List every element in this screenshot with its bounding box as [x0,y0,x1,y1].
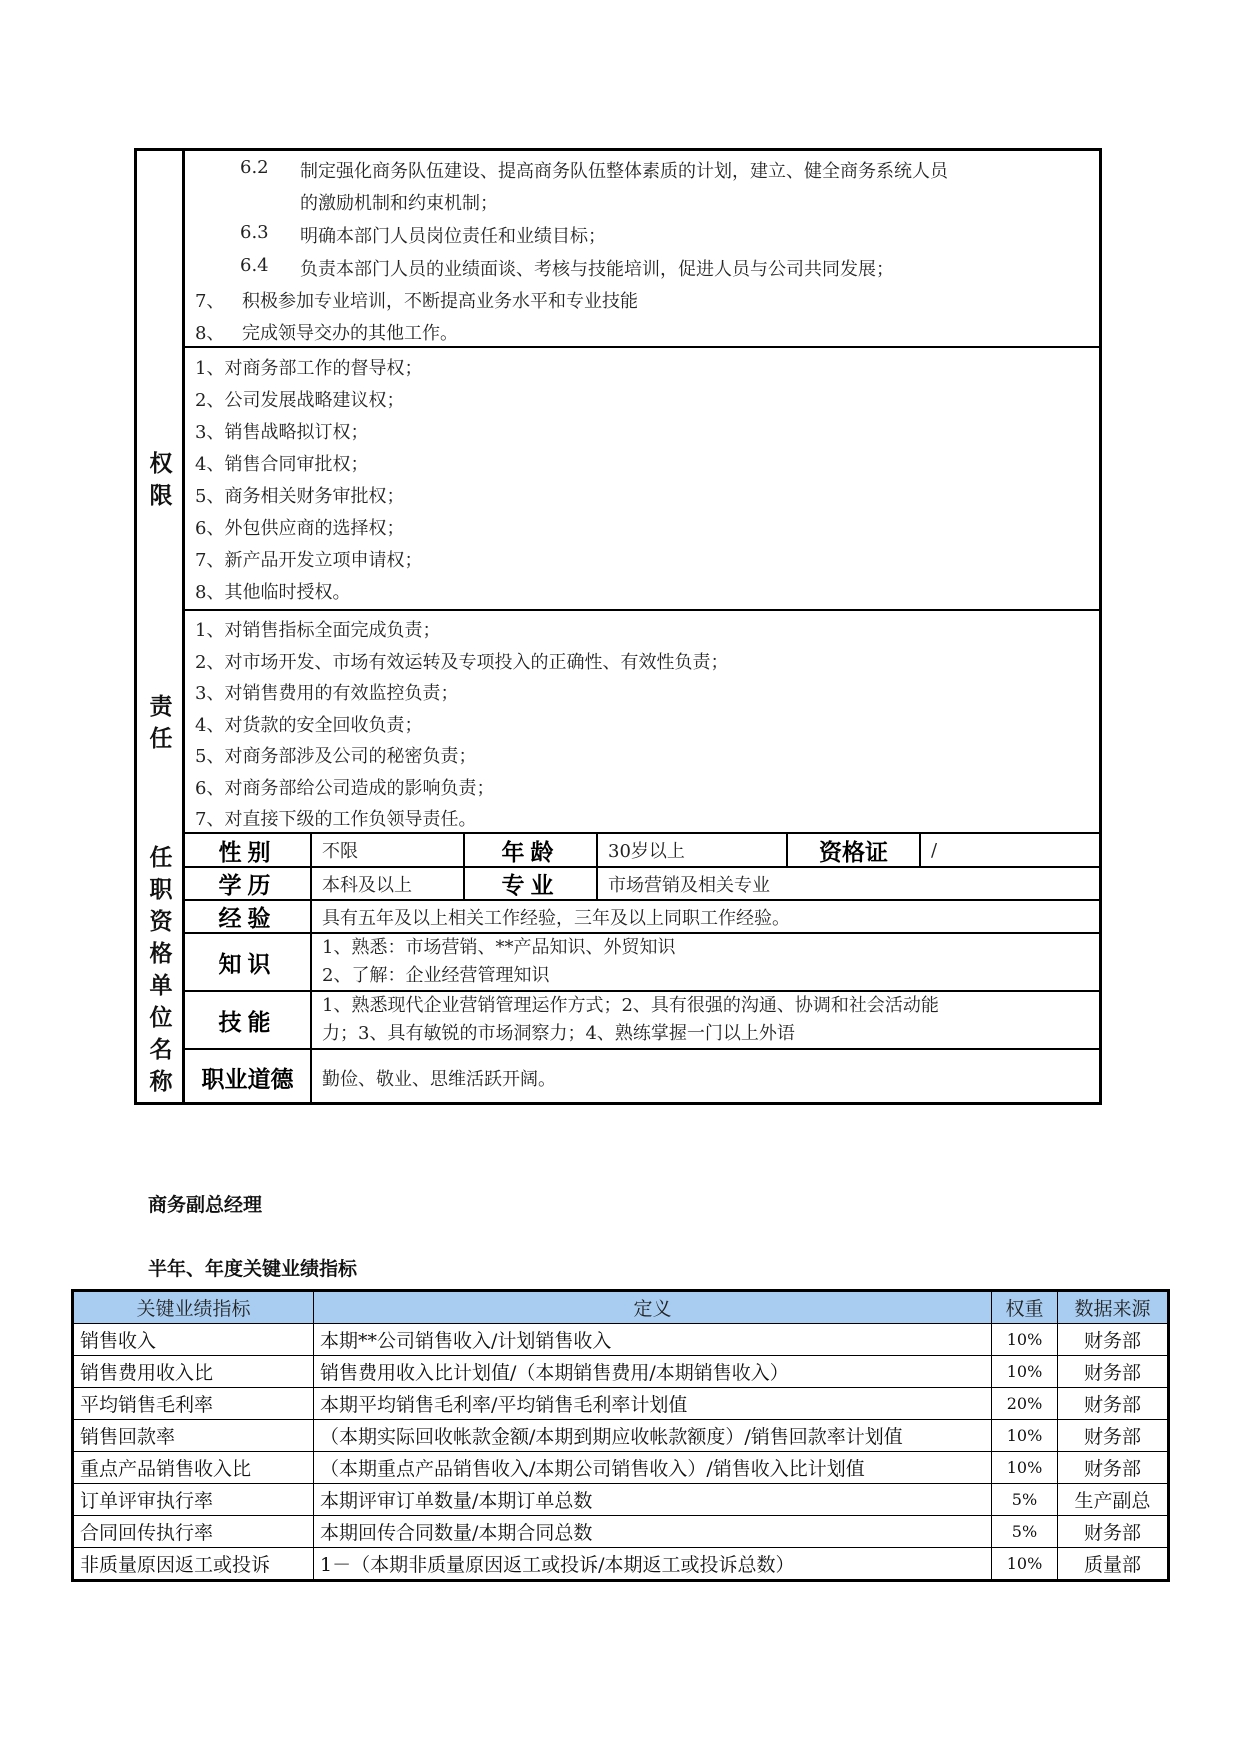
kpi-source: 质量部 [1058,1548,1168,1580]
age-label: 年龄 [465,834,598,866]
duty-text: 完成领导交办的其他工作。 [242,323,458,344]
ethics-value: 勤俭、敬业、思维活跃开阔。 [322,1068,556,1090]
kpi-source: 财务部 [1058,1420,1168,1452]
kpi-weight: 10% [992,1324,1058,1356]
kpi-definition: （本期实际回收帐款金额/本期到期应收帐款额度）/销售回款率计划值 [314,1420,992,1452]
kpi-source: 财务部 [1058,1452,1168,1484]
kpi-indicator: 销售费用收入比 [74,1356,314,1388]
kpi-weight: 5% [992,1484,1058,1516]
kpi-indicator: 重点产品销售收入比 [74,1452,314,1484]
education-label: 学历 [185,868,312,899]
qualification-row-knowledge [185,934,1099,992]
side-label-char: 任 [149,845,173,871]
kpi-definition: 本期回传合同数量/本期合同总数 [314,1516,992,1548]
kpi-header: 权重 [992,1292,1058,1324]
side-label-char: 职 [149,877,173,903]
authority-item: 8、其他临时授权。 [195,582,351,603]
kpi-row [74,1452,1168,1484]
responsibility-item: 2、对市场开发、市场有效运转及专项投入的正确性、有效性负责； [195,652,729,673]
kpi-header: 定义 [314,1292,992,1324]
duty-num: 6.3 [240,222,269,243]
kpi-definition: 销售费用收入比计划值/（本期销售费用/本期销售收入） [314,1356,992,1388]
skill-line: 1、熟悉现代企业营销管理运作方式；2、具有很强的沟通、协调和社会活动能 [322,995,939,1016]
kpi-heading: 半年、年度关键业绩指标 [148,1258,358,1280]
responsibility-label-char: 任 [149,726,173,752]
responsibility-label [137,691,185,755]
responsibility-item: 7、对直接下级的工作负领导责任。 [195,809,477,830]
qualification-row-ethics [185,1050,1099,1105]
kpi-header-row [74,1292,1168,1324]
kpi-row [74,1388,1168,1420]
age-value: 30岁以上 [598,834,788,866]
kpi-row [74,1420,1168,1452]
authority-label-char: 限 [149,483,173,509]
duty-text: 制定强化商务队伍建设、提高商务队伍整体素质的计划，建立、健全商务系统人员 [300,161,948,182]
kpi-indicator: 合同回传执行率 [74,1516,314,1548]
knowledge-label: 知识 [185,934,312,990]
knowledge-line: 2、了解：企业经营管理知识 [322,965,550,986]
kpi-row [74,1516,1168,1548]
knowledge-line: 1、熟悉：市场营销、**产品知识、外贸知识 [322,937,676,958]
authority-section [149,348,1099,611]
responsibility-item: 6、对商务部给公司造成的影响负责； [195,778,495,799]
kpi-source: 财务部 [1058,1388,1168,1420]
duty-text: 负责本部门人员的业绩面谈、考核与技能培训，促进人员与公司共同发展； [300,259,894,280]
side-label-char: 资 [149,909,173,935]
side-label-char: 格 [149,941,173,967]
kpi-header: 数据来源 [1058,1292,1168,1324]
skill-label: 技能 [185,992,312,1048]
kpi-source: 生产副总 [1058,1484,1168,1516]
side-label-char: 单 [149,973,173,999]
kpi-weight: 10% [992,1452,1058,1484]
duty-num: 6.2 [240,157,269,178]
kpi-weight: 10% [992,1356,1058,1388]
kpi-weight: 20% [992,1388,1058,1420]
job-description-table [134,148,1102,1105]
skill-line: 力；3、具有敏锐的市场洞察力；4、熟练掌握一门以上外语 [322,1023,795,1044]
skill-value [312,992,1102,1048]
duty-num: 6.4 [240,255,269,276]
kpi-table [73,1291,1168,1580]
kpi-source: 财务部 [1058,1356,1168,1388]
duty-text: 积极参加专业培训，不断提高业务水平和专业技能 [242,291,638,312]
authority-label [137,448,185,512]
experience-value: 具有五年及以上相关工作经验，三年及以上同职工作经验。 [322,907,790,929]
qualification-row-gender [185,834,1099,868]
duty-num: 8、 [195,323,225,344]
kpi-source: 财务部 [1058,1516,1168,1548]
authority-item: 2、公司发展战略建议权； [195,390,405,411]
education-value: 本科及以上 [312,868,465,899]
responsibility-section [149,611,1099,834]
kpi-source: 财务部 [1058,1324,1168,1356]
qualification-side-label [137,842,185,1098]
kpi-row [74,1484,1168,1516]
ethics-label: 职业道德 [185,1050,312,1105]
kpi-weight: 10% [992,1420,1058,1452]
duty-num: 7、 [195,291,225,312]
responsibility-item: 1、对销售指标全面完成负责； [195,620,441,641]
duty-text: 明确本部门人员岗位责任和业绩目标； [300,226,606,247]
side-label-char: 称 [149,1069,173,1095]
responsibility-item: 5、对商务部涉及公司的秘密负责； [195,746,477,767]
kpi-header: 关键业绩指标 [74,1292,314,1324]
authority-item: 3、销售战略拟订权； [195,422,369,443]
knowledge-value [312,934,1102,990]
qualification-row-education [185,868,1099,901]
gender-value: 不限 [312,834,465,866]
authority-item: 7、新产品开发立项申请权； [195,550,423,571]
major-label: 专业 [465,868,598,899]
kpi-indicator: 平均销售毛利率 [74,1388,314,1420]
certificate-value: / [931,839,938,861]
responsibility-item: 3、对销售费用的有效监控负责； [195,683,459,704]
qualification-row-skill [185,992,1099,1050]
authority-item: 1、对商务部工作的督导权； [195,358,423,379]
authority-item: 5、商务相关财务审批权； [195,486,405,507]
duties-section [185,151,1099,348]
qualification-section [149,834,1099,1102]
kpi-definition: 本期评审订单数量/本期订单总数 [314,1484,992,1516]
gender-label: 性别 [185,834,312,866]
kpi-definition: 本期平均销售毛利率/平均销售毛利率计划值 [314,1388,992,1420]
major-value: 市场营销及相关专业 [608,874,770,896]
kpi-row [74,1324,1168,1356]
kpi-body [74,1324,1168,1580]
side-label-char: 位 [149,1005,173,1031]
kpi-indicator: 销售回款率 [74,1420,314,1452]
authority-item: 4、销售合同审批权； [195,454,369,475]
certificate-label: 资格证 [788,834,921,866]
kpi-weight: 5% [992,1516,1058,1548]
kpi-indicator: 非质量原因返工或投诉 [74,1548,314,1580]
responsibility-label-char: 责 [149,694,173,720]
kpi-weight: 10% [992,1548,1058,1580]
duty-text: 的激励机制和约束机制； [300,193,498,214]
kpi-row [74,1548,1168,1580]
kpi-indicator: 销售收入 [74,1324,314,1356]
kpi-definition: 本期**公司销售收入/计划销售收入 [314,1324,992,1356]
position-heading: 商务副总经理 [148,1194,263,1216]
authority-item: 6、外包供应商的选择权； [195,518,405,539]
kpi-definition: （本期重点产品销售收入/本期公司销售收入）/销售收入比计划值 [314,1452,992,1484]
kpi-definition: 1－（本期非质量原因返工或投诉/本期返工或投诉总数） [314,1548,992,1580]
side-label-char: 名 [149,1037,173,1063]
authority-label-char: 权 [149,451,173,477]
kpi-indicator: 订单评审执行率 [74,1484,314,1516]
responsibility-item: 4、对货款的安全回收负责； [195,715,423,736]
kpi-row [74,1356,1168,1388]
qualification-row-experience [185,901,1099,934]
experience-label: 经验 [185,901,312,932]
